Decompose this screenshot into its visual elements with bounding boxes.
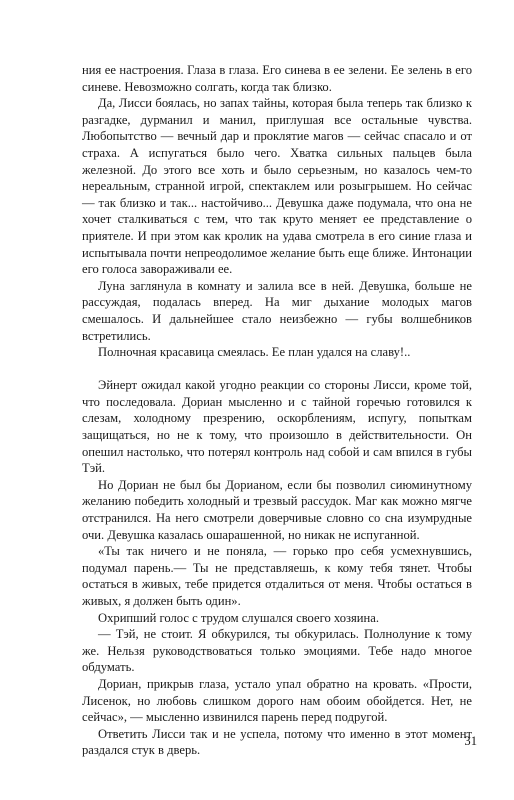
page-number: 31	[464, 734, 477, 748]
paragraph-2: Да, Лисси боялась, но запах тайны, которая была теперь так близко к разгадке, дурманил и манил, приглушая все остальные чувства. Любопытство — вечный дар и проклятие магов — сейчас спасало и от страха. А испугаться было чего. Хватка сильных пальцев была железной. До этого все хоть и было серьезным, но казалось чем-то нереальным, странной игрой, спектаклем или розыгрышем. Но сейчас — так близко и так... настойчиво... Девушка даже подумала, что она не хочет сталкиваться с тем, что так круто меняет ее представление о приятеле. И при этом как кролик на удава смотрела в его синие глаза и испытывала почти непреодолимое желание быть еще ближе. Интонации его голоса завораживали ее.	[82, 96, 472, 277]
paragraph-7: «Ты так ничего и не поняла, — горько про себя усмехнувшись, подумал парень.— Ты не представляешь, к кому тебя тянет. Чтобы остаться в живых, тебе придется отдалиться от меня. Чтобы остаться в живых, я должен быть один».	[82, 544, 472, 608]
paragraph-4: Полночная красавица смеялась. Ее план удался на славу!..	[98, 345, 411, 360]
paragraph-9: — Тэй, не стоит. Я обкурился, ты обкурилась. Полнолуние к тому же. Нельзя руководствоваться только эмоциями. Тебе надо многое обдумать.	[82, 627, 472, 675]
paragraph-11: Ответить Лисси так и не успела, потому что именно в этот момент раздался стук в дверь.	[82, 726, 472, 758]
paragraph-6: Но Дориан не был бы Дорианом, если бы позволил сиюминутному желанию победить холодный и трезвый рассудок. Маг как можно мягче отстранился. На него смотрели доверчивые словно со сна изумрудные очи. Девушка казалась ошарашенной, но никак не испуганной.	[82, 477, 472, 542]
page-text	[82, 62, 472, 759]
paragraph-8: Охрипший голос с трудом слушался своего хозяина.	[98, 610, 379, 625]
paragraph-5: Эйнерт ожидал какой угодно реакции со стороны Лисси, кроме той, что последовала. Дориан мысленно и с тайной горечью готовился к слезам, холодному презрению, оскорблениям, испугу, попыткам защищаться, но не к тому, что произошло в действительности. Он опешил настолько, что потерял контроль над собой и сам впился в губы Тэй.	[82, 378, 472, 476]
paragraph-3: Луна заглянула в комнату и залила все в ней. Девушка, больше не рассуждая, подалась вперед. На миг дыхание молодых магов смешалось. И дальнейшее стало неизбежно — губы волшебников встретились.	[82, 278, 472, 343]
paragraph-1: ния ее настроения. Глаза в глаза. Его синева в ее зелени. Ее зелень в его синеве. Невозможно солгать, когда так близко.	[82, 63, 472, 94]
paragraph-10: Дориан, прикрыв глаза, устало упал обратно на кровать. «Прости, Лисенок, но любовь слишком дорого нам обоим обойдется. Нет, не сейчас», — мысленно извинился парень перед подругой.	[82, 676, 472, 725]
